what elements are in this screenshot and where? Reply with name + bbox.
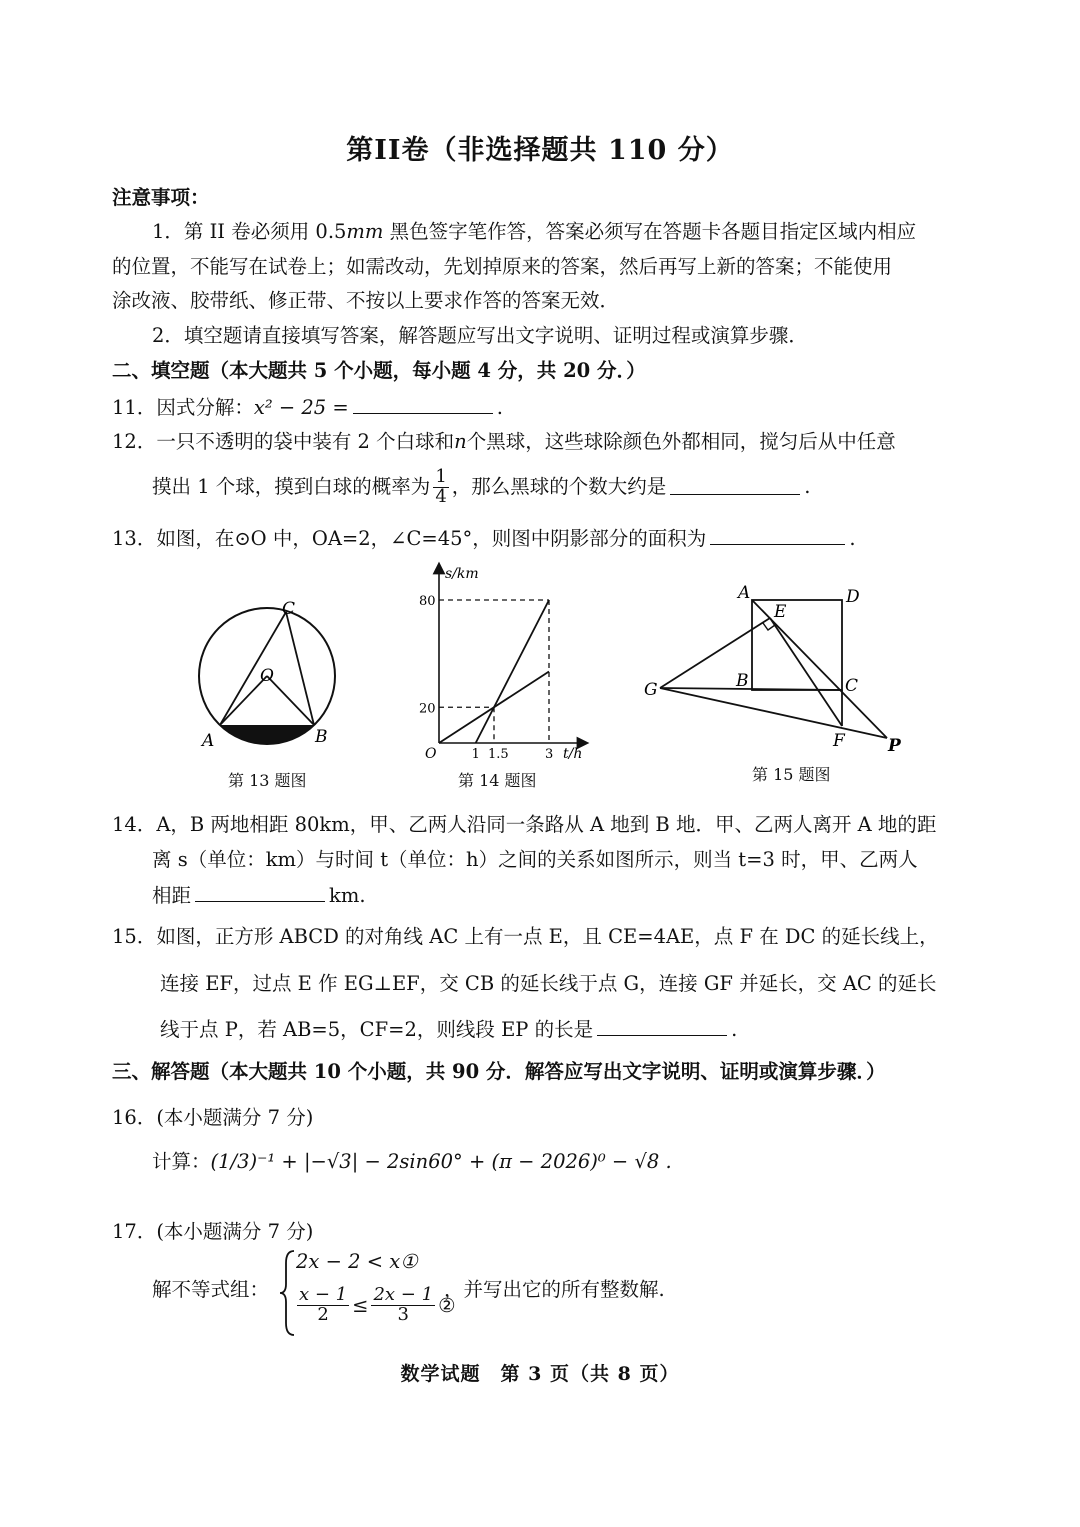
series-line-1 xyxy=(476,600,549,743)
x-tick-label-1: 1 xyxy=(471,747,480,762)
x-axis-label: t/h xyxy=(563,746,583,762)
fig15-label-b: B xyxy=(736,671,749,691)
notes-heading: 注意事项： xyxy=(112,186,210,209)
section-3-heading: 三、解答题（本大题共 10 个小题，共 90 分．解答应写出文字说明、证明或演算步骤．） xyxy=(112,1060,886,1083)
question-15-line-2: 连接 EF，过点 E 作 EG⊥EF，交 CB 的延长线于点 G，连接 GF 并延长，交 AC 的延长 xyxy=(160,972,937,995)
fig15-label-c: C xyxy=(845,676,859,696)
fig15-label-d: D xyxy=(846,587,860,607)
question-17-label: 解不等式组： xyxy=(152,1278,270,1301)
fig15-label-f: F xyxy=(833,731,845,751)
figure-13-caption: 第 13 题图 xyxy=(228,771,307,790)
fig15-label-g: G xyxy=(644,680,658,700)
answer-blank-12 xyxy=(670,493,800,495)
page-footer: 数学试题 第 3 页（共 8 页） xyxy=(400,1363,680,1385)
page-title: 第II卷（非选择题共 110 分） xyxy=(346,135,734,166)
figure-14-caption: 第 14 题图 xyxy=(458,771,537,790)
question-13: 13．如图，在⊙O 中，OA=2，∠C=45°，则图中阴影部分的面积为 . xyxy=(112,527,856,550)
question-17-tail: ，并写出它的所有整数解. xyxy=(444,1278,665,1301)
fig13-label-c: C xyxy=(282,599,296,619)
answer-blank-15 xyxy=(597,1034,727,1036)
question-11: 11．因式分解：x² − 25 = . xyxy=(112,396,503,419)
probability-fraction: $\frac{1}{4}$ xyxy=(435,465,447,507)
y-tick-label-20: 20 xyxy=(419,701,436,717)
notes-item-1-line-2: 的位置，不能写在试卷上；如需改动，先划掉原来的答案，然后再写上新的答案；不能使用 xyxy=(112,255,893,278)
inequality-1: 2x − 2 < x① xyxy=(296,1250,418,1273)
question-14-line-2: 离 s（单位：km）与时间 t（单位：h）之间的关系如图所示，则当 t=3 时，甲、乙两人 xyxy=(152,848,918,871)
question-16-head: 16．(本小题满分 7 分) xyxy=(112,1106,314,1129)
fig13-label-b: B xyxy=(315,727,328,747)
question-12-line-2: 摸出 1 个球，摸到白球的概率为 $\frac{1}{4}$ ，那么黑球的个数大约是 . xyxy=(152,465,811,507)
fig15-label-a: A xyxy=(738,583,751,603)
answer-blank-14 xyxy=(195,900,325,902)
question-15-line-3: 线于点 P，若 AB=5，CF=2，则线段 EP 的长是 . xyxy=(160,1018,738,1041)
section-2-heading: 二、填空题（本大题共 5 个小题，每小题 4 分，共 20 分．） xyxy=(112,359,646,382)
figure-15 xyxy=(640,578,910,763)
question-16-expression: 计算：(1/3)⁻¹ + |−√3| − 2sin60° + (π − 2026)⁰ − √8 . xyxy=(152,1150,672,1173)
fig15-label-e: E xyxy=(774,602,787,622)
fig13-label-a: A xyxy=(202,731,215,751)
question-17-head: 17．(本小题满分 7 分) xyxy=(112,1220,314,1243)
answer-blank-13 xyxy=(710,543,845,545)
figure-14-chart xyxy=(415,560,590,765)
figure-15-caption: 第 15 题图 xyxy=(752,765,831,784)
notes-item-1-line-1: 1．第 II 卷必须用 0.5mm 黑色签字笔作答，答案必须写在答题卡各题目指定区域内相应 xyxy=(152,220,917,243)
question-14-line-3: 相距 km. xyxy=(152,884,366,907)
question-12-line-1: 12．一只不透明的袋中装有 2 个白球和n个黑球，这些球除颜色外都相同，搅匀后从中任意 xyxy=(112,430,896,453)
shaded-segment xyxy=(220,725,314,744)
figure-13 xyxy=(185,592,365,762)
y-axis-label: s/km xyxy=(445,566,479,582)
x-tick-label-1.5: 1.5 xyxy=(488,747,509,762)
y-tick-label-80: 80 xyxy=(419,594,436,609)
origin-label: O xyxy=(425,746,437,762)
fig13-label-o: O xyxy=(260,666,274,686)
notes-item-2: 2．填空题请直接填写答案，解答题应写出文字说明、证明过程或演算步骤． xyxy=(152,324,808,347)
answer-blank-11 xyxy=(353,412,493,414)
question-15-line-1: 15．如图，正方形 ABCD 的对角线 AC 上有一点 E，且 CE=4AE，点 F 在 DC 的延长线上， xyxy=(112,925,939,948)
fig15-label-p: P xyxy=(888,736,901,756)
question-14-line-1: 14．A，B 两地相距 80km，甲、乙两人沿同一条路从 A 地到 B 地．甲、乙两人离开 A 地的距 xyxy=(112,813,937,836)
notes-item-1-line-3: 涂改液、胶带纸、修正带、不按以上要求作答的答案无效． xyxy=(112,289,620,312)
x-tick-label-3: 3 xyxy=(545,747,554,762)
inequality-2: $\frac{x - 1}{2}$ ≤ $\frac{2x - 1}{3}$ ② xyxy=(299,1284,456,1325)
